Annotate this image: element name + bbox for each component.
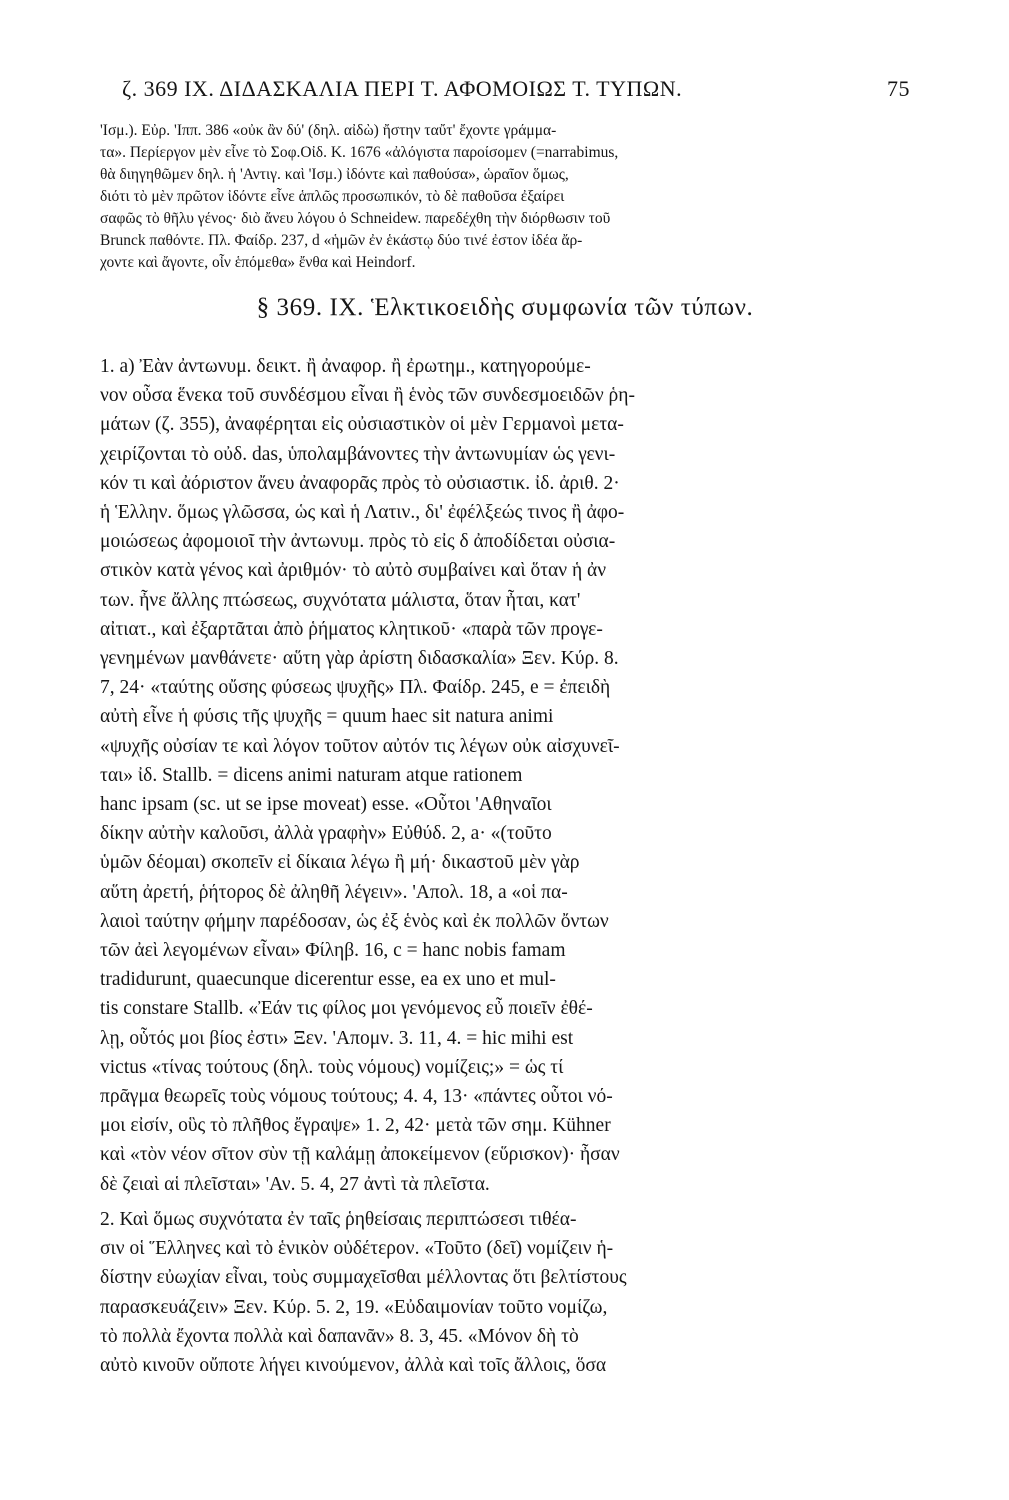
body-line: χειρίζονται τὸ οὐδ. das, ὑπολαμβάνοντες τὴν ἀντωνυμίαν ὡς γενι- [100, 443, 616, 465]
notes-line: θὰ διηγηθῶμεν δηλ. ἡ 'Αντιγ. καὶ 'Ισμ.) ἰδόντε καὶ παθούσα», ὡραῖον ὅμως, [100, 166, 569, 183]
body-line: 2. Καὶ ὅμως συχνότατα ἐν ταῖς ῥηθείσαις περιπτώσεσι τιθέα- [100, 1208, 577, 1230]
body-line: σιν οἱ Ἕλληνες καὶ τὸ ἑνικὸν οὐδέτερον. «Τοῦτο (δεῖ) νομίζειν ἡ- [100, 1238, 614, 1260]
body-line: αὐτὴ εἶνε ἡ φύσις τῆς ψυχῆς = quum haec sit natura animi [100, 706, 554, 728]
body-line: ται» ἰδ. Stallb. = dicens animi naturam atque rationem [100, 764, 523, 786]
body-line: δίκην αὐτὴν καλοῦσι, ἀλλὰ γραφὴν» Εὐθύδ. 2, a· «(τοῦτο [100, 823, 552, 845]
notes-line: διότι τὸ μὲν πρῶτον ἰδόντε εἶνε ἁπλῶς προσωπικόν, τὸ δὲ παθοῦσα ἐξαίρει [100, 188, 565, 205]
notes-line: τα». Περίεργον μὲν εἶνε τὸ Σοφ.Οἰδ. Κ. 1676 «ἀλόγιστα παροίσομεν (=narrabimus, [100, 144, 619, 161]
body-line: παρασκευάζειν» Ξεν. Κύρ. 5. 2, 19. «Εὐδαιμονίαν τοῦτο νομίζω, [100, 1296, 608, 1318]
body-line: αὐτὸ κινοῦν οὔποτε λήγει κινούμενον, ἀλλὰ καὶ τοῖς ἄλλοις, ὅσα [100, 1354, 607, 1376]
body-line: tis constare Stallb. «Ἐάν τις φίλος μοι γενόμενος εὖ ποιεῖν ἐθέ- [100, 998, 593, 1020]
body-line: victus «τίνας τούτους (δηλ. τοὺς νόμους) νομίζεις;» = ὡς τί [100, 1056, 564, 1078]
body-line: λῃ, οὗτός μοι βίος ἐστι» Ξεν. 'Απομν. 3. 11, 4. = hic mihi est [100, 1027, 574, 1049]
body-line: μάτων (ζ. 355), ἀναφέρηται εἰς οὐσιαστικὸν οἱ μὲν Γερμανοὶ μετα- [100, 414, 624, 436]
body-line: μοι εἰσίν, οὓς τὸ πλῆθος ἔγραψε» 1. 2, 42· μετὰ τῶν σημ. Kühner [100, 1115, 611, 1137]
notes-line: σαφῶς τὸ θῆλυ γένος· διὸ ἄνευ λόγου ὁ Schneidew. παρεδέχθη τὴν διόρθωσιν τοῦ [100, 210, 611, 227]
running-head [100, 70, 910, 110]
body-line: νον οὖσα ἕνεκα τοῦ συνδέσμου εἶναι ἢ ἑνὸς τῶν συνδεσμοειδῶν ῥη- [100, 385, 635, 407]
notes-line: 'Ισμ.). Εὐρ. 'Ιππ. 386 «οὐκ ἂν δύ' (δηλ. αἰδὼ) ἤστην ταὔτ' ἔχοντε γράμμα- [100, 122, 557, 139]
body-line: γενημένων μανθάνετε· αὕτη γὰρ ἀρίστη διδασκαλία» Ξεν. Κύρ. 8. [100, 648, 619, 670]
body-line: τὸ πολλὰ ἔχοντα πολλὰ καὶ δαπανᾶν» 8. 3, 45. «Μόνον δὴ τὸ [100, 1325, 579, 1347]
body-line: 7, 24· «ταύτης οὔσης φύσεως ψυχῆς» Πλ. Φαίδρ. 245, e = ἐπειδὴ [100, 677, 611, 699]
body-line: 1. a) Ἐὰν ἀντωνυμ. δεικτ. ἢ ἀναφορ. ἢ ἐρωτημ., κατηγορούμε- [100, 356, 591, 377]
notes-block [100, 120, 910, 274]
body-line: στικὸν κατὰ γένος καὶ ἀριθμόν· τὸ αὐτὸ συμβαίνει καὶ ὅταν ἡ ἀν [100, 560, 607, 582]
body-line: καὶ «τὸν νέον σῖτον σὺν τῇ καλάμῃ ἀποκείμενον (εὕρισκον)· ἦσαν [100, 1144, 620, 1166]
body-line: πρᾶγμα θεωρεῖς τοὺς νόμους τούτους; 4. 4, 13· «πάντες οὗτοι νό- [100, 1086, 613, 1108]
body-line: λαιοὶ ταύτην φήμην παρέδοσαν, ὡς ἐξ ἑνὸς καὶ ἐκ πολλῶν ὄντων [100, 910, 609, 932]
notes-line: Brunck παθόντε. Πλ. Φαίδρ. 237, d «ἡμῶν ἐν ἑκάστῳ δύο τινέ ἐστον ἰδέα ἄρ- [100, 232, 583, 249]
body-line: tradidurunt, quaecunque dicerentur esse, ea ex uno et mul- [100, 969, 556, 991]
book-page [100, 70, 910, 1380]
body-line: ὑμῶν δέομαι) σκοπεῖν εἰ δίκαια λέγω ἢ μή· δικαστοῦ μὲν γὰρ [100, 852, 580, 874]
body-line: αἰτιατ., καὶ ἐξαρτᾶται ἀπὸ ῥήματος κλητικοῦ· «παρὰ τῶν προγε- [100, 618, 603, 640]
body-line: τῶν ἀεὶ λεγομένων εἶναι» Φίληβ. 16, c = hanc nobis famam [100, 940, 566, 962]
body-line: hanc ipsam (sc. ut se ipse moveat) esse. «Οὗτοι 'Αθηναῖοι [100, 794, 552, 816]
body-line: δίστην εὐωχίαν εἶναι, τοὺς συμμαχεῖσθαι μέλλοντας ὅτι βελτίστους [100, 1267, 627, 1289]
body-line: ἡ Ἑλλην. ὅμως γλῶσσα, ὡς καὶ ἡ Λατιν., δι' ἐφέλξεώς τινος ἢ ἀφο- [100, 502, 625, 524]
notes-line: χοντε καὶ ἄγοντε, οἷν ἑπόμεθα» ἔνθα καὶ Heindorf. [100, 254, 416, 271]
section-heading: § 369. ΙΧ. Ἑλκτικοειδὴς συμφωνία τῶν τύπων. [256, 294, 754, 321]
body-line: «ψυχῆς οὐσίαν τε καὶ λόγον τοῦτον αὐτόν τις λέγων οὐκ αἰσχυνεῖ- [100, 735, 620, 757]
body-text [100, 352, 910, 1380]
body-line: κόν τι καὶ ἀόριστον ἄνευ ἀναφορᾶς πρὸς τὸ οὐσιαστικ. ἰδ. ἀριθ. 2· [100, 472, 620, 494]
page-number: 75 [887, 76, 910, 101]
body-line: των. ἦνε ἄλλης πτώσεως, συχνότατα μάλιστα, ὅταν ἦται, κατ' [100, 589, 581, 611]
body-line: δὲ ζειαὶ αἱ πλεῖσται» 'Αν. 5. 4, 27 ἀντὶ τὰ πλεῖστα. [100, 1173, 490, 1195]
body-line: μοιώσεως ἀφομοιοῖ τὴν ἀντωνυμ. πρὸς τὸ εἰς δ ἀποδίδεται οὐσια- [100, 531, 616, 553]
running-head-title: ζ. 369 ΙΧ. ΔΙΔΑΣΚΑΛΙΑ ΠΕΡΙ Τ. ΑΦΟΜΟΙΩΣ Τ. ΤΥΠΩΝ. [122, 76, 683, 101]
body-line: αὕτη ἀρετή, ῥήτορος δὲ ἀληθῆ λέγειν». 'Απολ. 18, a «οἱ πα- [100, 881, 568, 903]
